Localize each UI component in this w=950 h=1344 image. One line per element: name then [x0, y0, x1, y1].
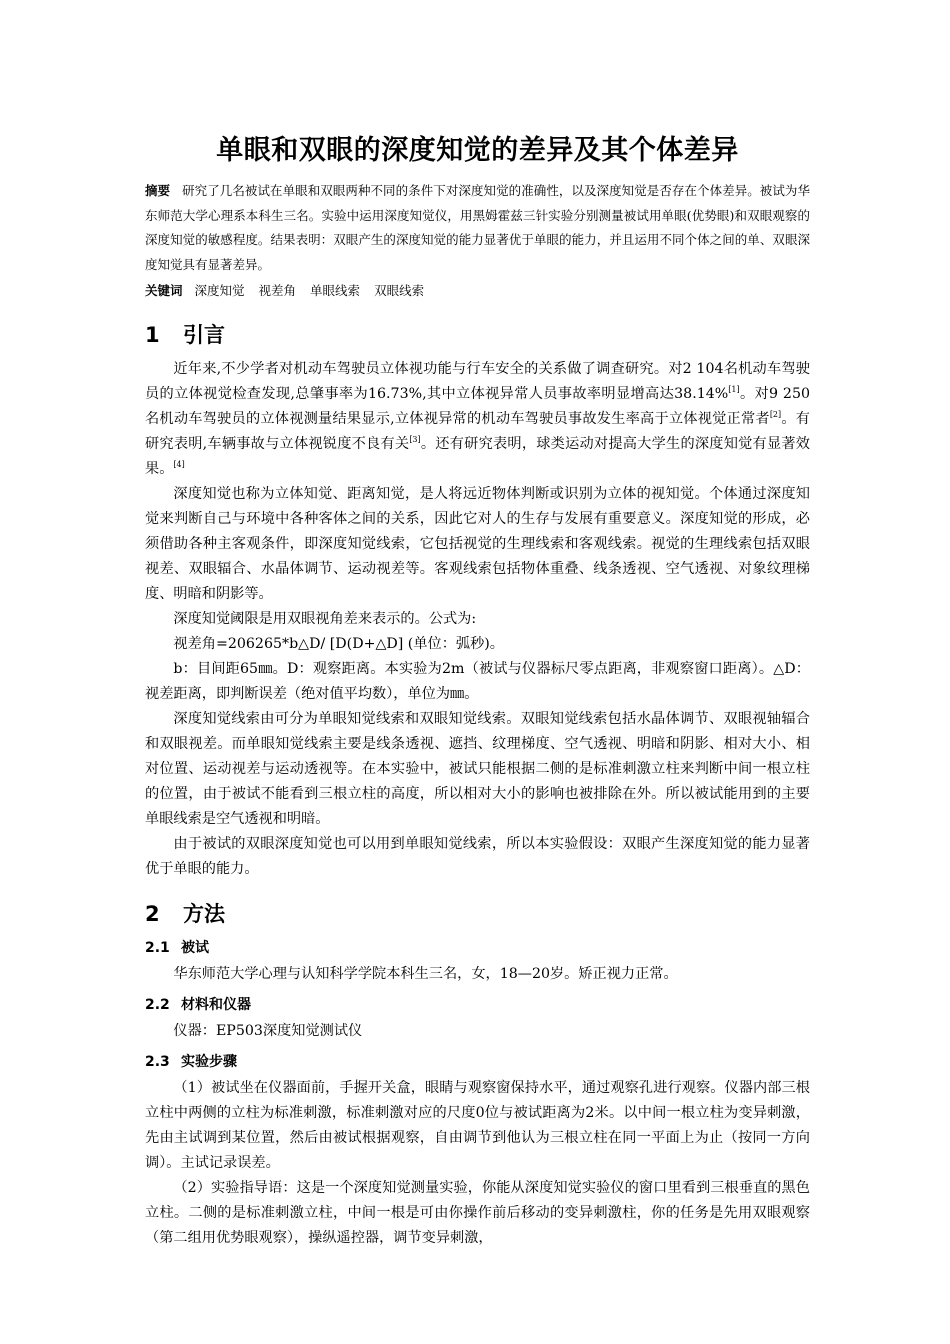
citation: [3]	[409, 435, 421, 444]
subsection-title: 实验步骤	[181, 1054, 237, 1070]
keyword-item: 单眼线索	[310, 283, 361, 298]
section-heading-method	[145, 898, 810, 928]
keyword-item: 视差角	[258, 283, 297, 298]
keywords	[145, 279, 810, 303]
paragraph: 由于被试的双眼深度知觉也可以用到单眼知觉线索，所以本实验假设：双眼产生深度知觉的能力显著优于单眼的能力。	[145, 836, 810, 877]
citation: [4]	[173, 460, 185, 469]
subsection-number: 2.1	[145, 940, 170, 956]
subsection-number: 2.3	[145, 1054, 170, 1070]
section-heading-introduction	[145, 319, 810, 349]
citation: [2]	[769, 410, 782, 419]
paragraph	[145, 357, 810, 482]
section-number: 1	[145, 323, 160, 347]
section-title: 引言	[183, 323, 225, 347]
keywords-label: 关键词	[145, 283, 183, 298]
paragraph: b：目间距65㎜。D：观察距离。本实验为2m（被试与仪器标尺零点距离，非观察窗口距离）。△D：视差距离，即判断误差（绝对值平均数），单位为㎜。	[145, 661, 810, 702]
paper-page	[145, 128, 810, 1251]
paragraph-text: 。有研究表明,车辆事故与立体视锐度不良有关	[145, 411, 810, 452]
paragraph: 深度知觉线索由可分为单眼知觉线索和双眼知觉线索。双眼知觉线索包括水晶体调节、双眼视轴辐合和双眼视差。而单眼知觉线索主要是线条透视、遮挡、纹理梯度、空气透视、明暗和阴影、相对大小、相对位置、运动视差与运动透视等。在本实验中，被试只能根据二侧的是标准刺激立柱来判断中间一根立柱的位置，由于被试不能看到三根立柱的高度，所以相对大小的影响也被排除在外。所以被试能用到的主要单眼线索是空气透视和明暗。	[145, 711, 810, 827]
paragraph-text: 近年来,不少学者对机动车驾驶员立体视功能与行车安全的关系做了调查研究。对2 104名机动车驾驶员的立体视觉检查发现,总肇事率为16.73%,其中立体视异常人员事故率明显增高达38.14%	[145, 361, 810, 402]
section-number: 2	[145, 902, 160, 926]
abstract-label: 摘要	[145, 183, 171, 198]
paragraph: 深度知觉也称为立体知觉、距离知觉，是人将远近物体判断或识别为立体的视知觉。个体通过深度知觉来判断自己与环境中各种客体之间的关系，因此它对人的生存与发展有重要意义。深度知觉的形成，必须借助各种主客观条件，即深度知觉线索，它包括视觉的生理线索和客观线索。视觉的生理线索包括双眼视差、双眼辐合、水晶体调节、运动视差等。客观线索包括物体重叠、线条透视、空气透视、对象纹理梯度、明暗和阴影等。	[145, 486, 810, 602]
paragraph: 仪器：EP503深度知觉测试仪	[173, 1023, 363, 1039]
abstract	[145, 179, 810, 277]
formula: 视差角=206265*b△D/ [D(D+△D] (单位：弧秒)。	[173, 636, 504, 652]
subsection-title: 被试	[181, 940, 209, 956]
citation: [1]	[728, 385, 740, 394]
paper-title: 单眼和双眼的深度知觉的差异及其个体差异	[216, 135, 739, 166]
paragraph: （2）实验指导语：这是一个深度知觉测量实验，你能从深度知觉实验仪的窗口里看到三根垂直的黑色立柱。二侧的是标准刺激立柱，中间一根是可由你操作前后移动的变异刺激柱，你的任务是先用双眼观察（第二组用优势眼观察），操纵遥控器，调节变异刺激，	[145, 1180, 810, 1246]
keyword-item: 双眼线索	[374, 283, 425, 298]
subsection-number: 2.2	[145, 997, 170, 1013]
paragraph: （1）被试坐在仪器面前，手握开关盒，眼睛与观察窗保持水平，通过观察孔进行观察。仪器内部三根立柱中两侧的立柱为标准刺激，标准刺激对应的尺度0位与被试距离为2米。以中间一根立柱为变异刺激，先由主试调到某位置，然后由被试根据观察，自由调节到他认为三根立柱在同一平面上为止（按同一方向调）。主试记录误差。	[145, 1080, 810, 1171]
keyword-item: 深度知觉	[194, 283, 245, 298]
subsection-title: 材料和仪器	[181, 997, 251, 1013]
abstract-text: 研究了几名被试在单眼和双眼两种不同的条件下对深度知觉的准确性，以及深度知觉是否存在个体差异。被试为华东师范大学心理系本科生三名。实验中运用深度知觉仪，用黑姆霍兹三针实验分别测量被试用单眼(优势眼)和双眼观察的深度知觉的敏感程度。结果表明：双眼产生的深度知觉的能力显著优于单眼的能力，并且运用不同个体之间的单、双眼深度知觉具有显著差异。	[145, 183, 810, 272]
paragraph: 华东师范大学心理与认知科学学院本科生三名，女，18—20岁。矫正视力正常。	[173, 966, 678, 982]
paragraph-text: 。还有研究表明，球类运动对提高大学生的深度知觉有显著效果。	[145, 436, 810, 477]
paragraph: 深度知觉阈限是用双眼视角差来表示的。公式为:	[173, 611, 477, 627]
paragraph-text: 。对9 250名机动车驾驶员的立体视测量结果显示,立体视异常的机动车驾驶员事故发生率高于立体视觉正常者	[145, 386, 810, 427]
subsection-heading	[145, 936, 810, 960]
subsection-heading	[145, 1050, 810, 1074]
subsection-heading	[145, 993, 810, 1017]
section-title: 方法	[183, 902, 225, 926]
